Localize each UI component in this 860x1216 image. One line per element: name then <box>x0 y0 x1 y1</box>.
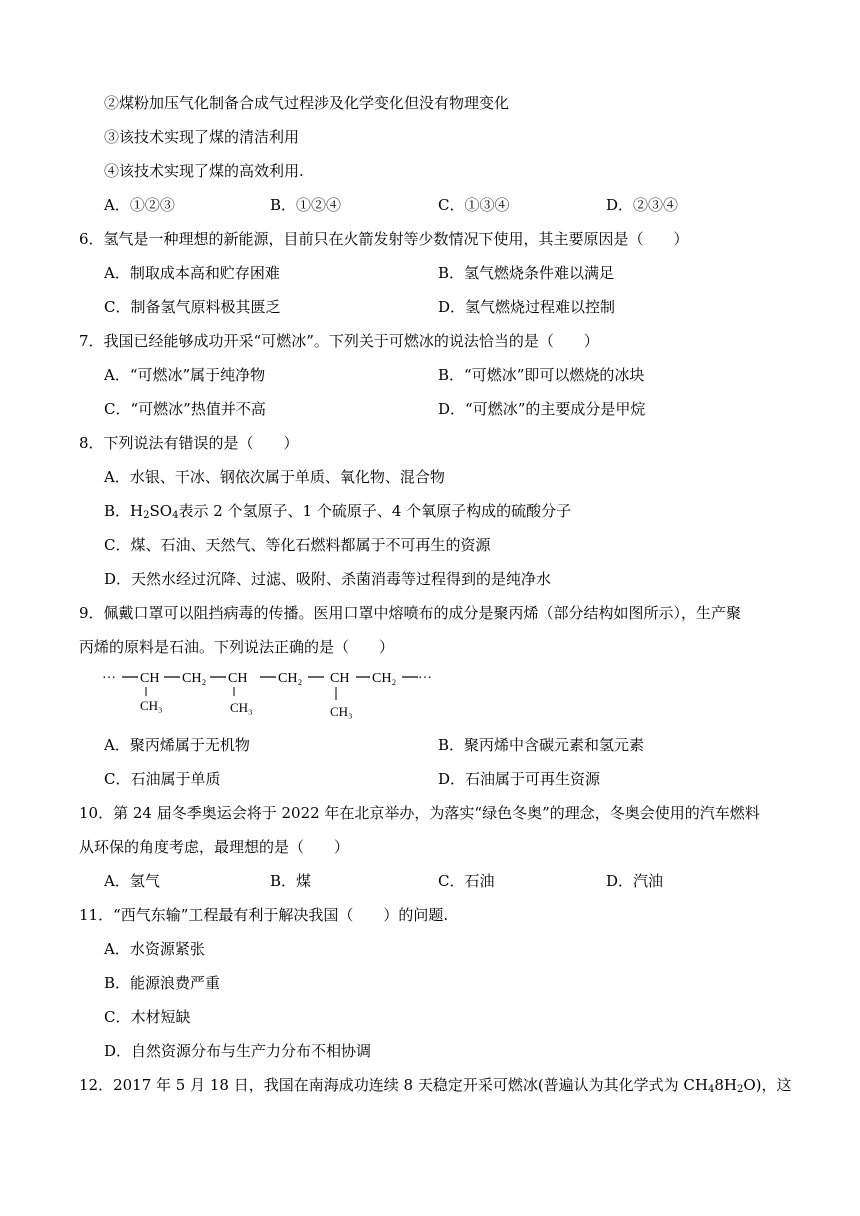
q10-option-a: A．氢气 <box>104 872 160 890</box>
formula-tail-dots: ··· <box>418 671 432 686</box>
formula-ch2-1: CH₂ <box>182 671 207 686</box>
formula-methyl-2: CH₃ <box>230 700 253 715</box>
formula-ch2-2: CH₂ <box>278 671 303 686</box>
q7-option-a: A．“可燃冰”属于纯净物 <box>104 366 266 384</box>
q11-option-b: B．能源浪费严重 <box>104 974 221 992</box>
q5-item-2: ②煤粉加压气化制备合成气过程涉及化学变化但没有物理变化 <box>104 94 510 112</box>
q10-option-c: C．石油 <box>438 872 495 890</box>
q9-stem-line1: 9．佩戴口罩可以阻挡病毒的传播。医用口罩中熔喷布的成分是聚丙烯（部分结构如图所示），生产聚 <box>79 604 742 622</box>
q5-item-3: ③该技术实现了煤的清洁利用 <box>104 128 300 146</box>
q8-stem: 8．下列说法有错误的是（ ） <box>79 434 299 452</box>
q9-option-d: D．石油属于可再生资源 <box>438 770 601 788</box>
q10-option-d: D．汽油 <box>606 872 664 890</box>
q6-option-d: D．氢气燃烧过程难以控制 <box>438 298 616 316</box>
q8-option-d: D．天然水经过沉降、过滤、吸附、杀菌消毒等过程得到的是纯净水 <box>104 570 552 588</box>
q10-stem-line2: 从环保的角度考虑，最理想的是（ ） <box>79 838 350 856</box>
q11-option-d: D．自然资源分布与生产力分布不相协调 <box>104 1042 372 1060</box>
q9-option-b: B．聚丙烯中含碳元素和氢元素 <box>438 736 645 754</box>
formula-methyl-3: CH₃ <box>330 704 353 719</box>
q7-option-b: B．“可燃冰”即可以燃烧的冰块 <box>438 366 645 384</box>
q12-sub-2: 2 <box>737 1084 744 1095</box>
formula-methyl-1: CH₃ <box>140 698 163 713</box>
formula-ch-1: CH <box>140 671 160 686</box>
q5-option-b: B．①②④ <box>270 196 342 214</box>
formula-ch2-3: CH₂ <box>372 671 397 686</box>
formula-ch-2: CH <box>228 671 248 686</box>
q6-option-c: C．制备氢气原料极其匮乏 <box>104 298 281 316</box>
q8-option-b-sub2: 4 <box>172 510 179 521</box>
polypropylene-structure-diagram <box>100 660 440 722</box>
q8-option-a: A．水银、干冰、钢依次属于单质、氧化物、混合物 <box>104 468 445 486</box>
q8-option-b-mid: SO <box>149 502 173 520</box>
q8-option-c: C．煤、石油、天然气、等化石燃料都属于不可再生的资源 <box>104 536 491 554</box>
q6-stem: 6．氢气是一种理想的新能源，目前只在火箭发射等少数情况下使用，其主要原因是（ ） <box>79 230 689 248</box>
q11-stem: 11．“西气东输”工程最有利于解决我国（ ）的问题. <box>79 906 449 924</box>
q9-option-c: C．石油属于单质 <box>104 770 221 788</box>
q7-stem: 7．我国已经能够成功开采“可燃冰”。下列关于可燃冰的说法恰当的是（ ） <box>79 332 599 350</box>
q12-stem <box>79 1074 792 1101</box>
q10-option-b: B．煤 <box>270 872 312 890</box>
q8-option-b-prefix: B．H <box>104 502 144 520</box>
q5-option-d: D．②③④ <box>606 196 679 214</box>
q6-option-b: B．氢气燃烧条件难以满足 <box>438 264 615 282</box>
q8-option-b-sub1: 2 <box>143 510 150 521</box>
q10-stem-line1: 10．第 24 届冬季奥运会将于 2022 年在北京举办，为落实“绿色冬奥”的理念，冬奥会使用的汽车燃料 <box>79 804 760 822</box>
q12-stem-mid: 8H <box>714 1076 737 1094</box>
q7-option-c: C．“可燃冰”热值并不高 <box>104 400 266 418</box>
q9-stem-line2: 丙烯的原料是石油。下列说法正确的是（ ） <box>79 638 395 656</box>
q9-option-a: A．聚丙烯属于无机物 <box>104 736 250 754</box>
formula-lead-dots: ··· <box>102 671 116 686</box>
q5-option-c: C．①③④ <box>438 196 510 214</box>
q8-option-b <box>104 500 571 527</box>
q5-option-a: A．①②③ <box>104 196 175 214</box>
q11-option-c: C．木材短缺 <box>104 1008 191 1026</box>
q5-item-4: ④该技术实现了煤的高效利用. <box>104 162 304 180</box>
formula-ch-3: CH <box>330 671 350 686</box>
q12-stem-prefix: 12．2017 年 5 月 18 日，我国在南海成功连续 8 天稳定开采可燃冰(普遍认为其化学式为 CH <box>79 1076 708 1094</box>
q8-option-b-suffix: 表示 2 个氢原子、1 个硫原子、4 个氧原子构成的硫酸分子 <box>178 502 572 520</box>
q12-sub-1: 4 <box>708 1084 715 1095</box>
q7-option-d: D．“可燃冰”的主要成分是甲烷 <box>438 400 646 418</box>
q6-option-a: A．制取成本高和贮存困难 <box>104 264 280 282</box>
q12-stem-suffix: O)，这 <box>743 1076 792 1094</box>
q11-option-a: A．水资源紧张 <box>104 940 205 958</box>
